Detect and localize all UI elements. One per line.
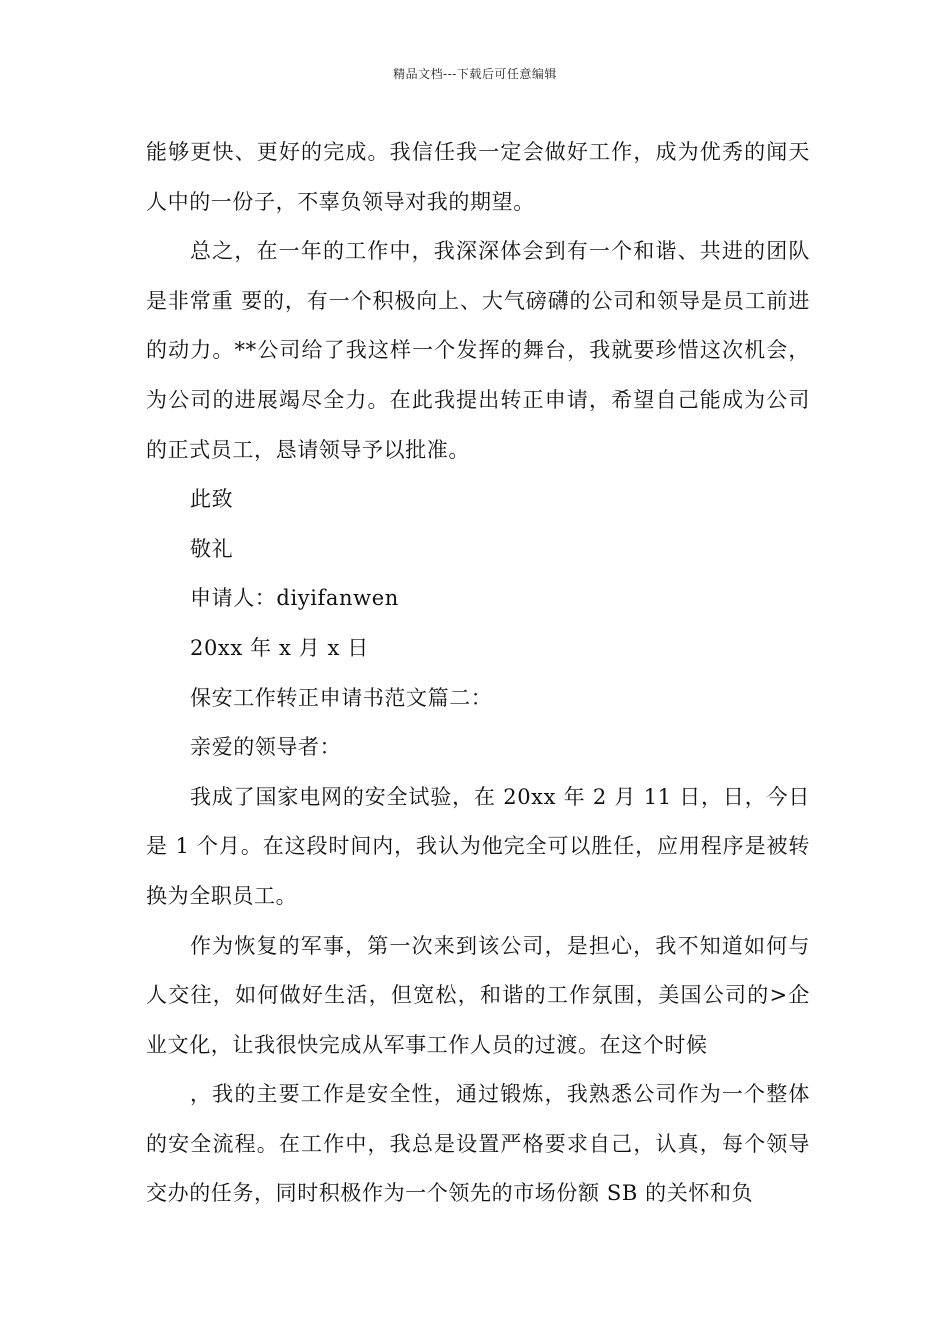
date-line: 20xx 年 x 月 x 日: [190, 635, 369, 660]
document-body: [146, 128, 810, 1219]
paragraph-work: ，我的主要工作是安全性，通过锻炼，我熟悉公司作为一个整体的安全流程。在工作中，我总是设置严格要求自己，认真，每个领导交办的任务，同时积极作为一个领先的市场份额 SB 的关怀和负: [146, 1082, 810, 1206]
section-title: 保安工作转正申请书范文篇二：: [190, 685, 493, 710]
paragraph-summary: 总之，在一年的工作中，我深深体会到有一个和谐、共进的团队是非常重 要的，有一个积极向上、大气磅礴的公司和领导是员工前进的动力。**公司给了我这样一个发挥的舞台，我就要珍惜这次机会，为公司的进展竭尽全力。在此我提出转正申请，希望自己能成为公司的正式员工，恳请领导予以批准。: [146, 239, 810, 462]
paragraph-continuation: 能够更快、更好的完成。我信任我一定会做好工作，成为优秀的闻天人中的一份子，不辜负领导对我的期望。: [146, 140, 810, 214]
applicant-line: 申请人：diyifanwen: [190, 586, 399, 611]
paragraph-intro: 我成了国家电网的安全试验，在 20xx 年 2 月 11 日，日，今日是 1 个月。在这段时间内，我认为他完全可以胜任，应用程序是被转换为全职员工。: [146, 784, 810, 908]
paragraph-experience: 作为恢复的军事，第一次来到该公司，是担心，我不知道如何与人交往，如何做好生活，但宽松，和谐的工作氛围，美国公司的>企业文化，让我很快完成从军事工作人员的过渡。在这个时候: [146, 933, 810, 1057]
closing-regards: 敬礼: [190, 536, 234, 561]
page-header: 精品文档---下载后可任意编辑: [393, 67, 557, 81]
greeting-line: 亲爱的领导者：: [190, 735, 342, 760]
closing-salutation: 此致: [190, 487, 234, 512]
